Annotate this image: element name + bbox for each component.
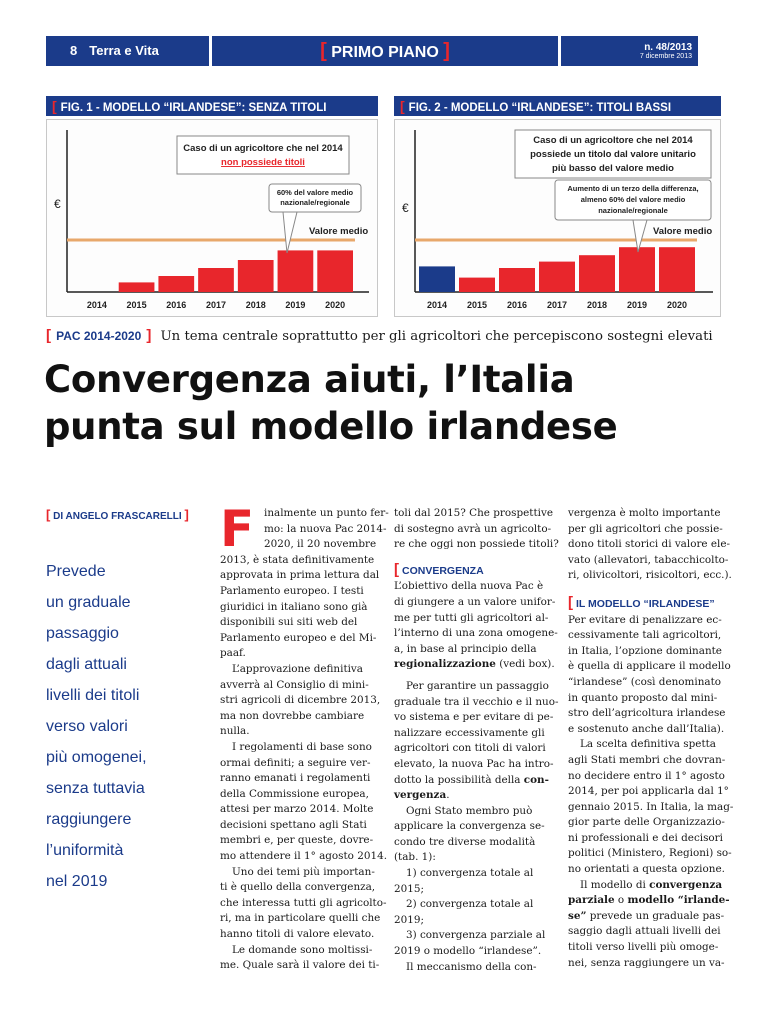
kicker-tag: PAC 2014-2020 bbox=[56, 329, 142, 343]
y-axis-symbol: € bbox=[54, 197, 61, 211]
text-line: re che oggi non possiede titoli? bbox=[394, 538, 559, 551]
kicker-line bbox=[46, 325, 736, 347]
text-line: Parlamento europeo e del Mi- bbox=[220, 631, 377, 644]
text-line: (tab. 1): bbox=[394, 851, 436, 864]
bracket-close: ] bbox=[146, 327, 152, 344]
text-line bbox=[568, 893, 730, 909]
text-line: saggio dagli attuali livelli dei bbox=[568, 925, 721, 938]
bracket: [ bbox=[52, 98, 57, 114]
caption-text: FIG. 1 - MODELLO “IRLANDESE”: SENZA TITOLI bbox=[60, 102, 327, 114]
summary-line: verso valori bbox=[46, 718, 128, 735]
text-line: stro dell’agricoltura irlandese bbox=[568, 707, 726, 720]
note-box bbox=[177, 136, 349, 174]
figure-1-caption bbox=[46, 96, 378, 116]
bar-2018 bbox=[238, 260, 274, 292]
text-line: per gli agricoltori che possie- bbox=[568, 522, 723, 535]
bar-2018 bbox=[579, 255, 615, 292]
section-title: PRIMO PIANO bbox=[331, 44, 439, 61]
text-line: nalizzare eccessivamente gli bbox=[394, 726, 545, 739]
text-line: ni professionali e dei decisori bbox=[568, 831, 723, 844]
text-line: no decidere entro il 1° agosto bbox=[568, 769, 725, 782]
text-line: politici (Ministero, Regioni) so- bbox=[568, 847, 732, 860]
text-run: o bbox=[614, 894, 628, 907]
bracket-close: ] bbox=[443, 40, 450, 62]
text-line: “irlandese” (così denominato bbox=[568, 675, 722, 688]
text-line: 2020, il 20 novembre bbox=[264, 538, 377, 551]
figure-2-chart bbox=[394, 119, 721, 317]
text-line: 2014, per poi applicarla dal 1° bbox=[568, 785, 729, 798]
text-line: dono titoli storici di valore ele- bbox=[568, 538, 731, 551]
callout-line-2: almeno 60% del valore medio bbox=[580, 195, 686, 204]
callout-line-1: 60% del valore medio bbox=[276, 188, 354, 197]
text-line: 2) convergenza totale al bbox=[406, 898, 534, 911]
text-line: vergenza è molto importante bbox=[568, 507, 721, 519]
text-line: elevato, la nuova Pac ha intro- bbox=[394, 757, 554, 770]
text-line: L’obiettivo della nuova Pac è bbox=[394, 580, 544, 593]
x-tick-label: 2015 bbox=[466, 300, 488, 310]
text-line: vo sistema e per evitare di pe- bbox=[394, 711, 554, 724]
text-line: in Italia, l’opzione dominante bbox=[568, 644, 722, 657]
issue-info bbox=[561, 36, 698, 66]
text-line: no orientati a questa opzione. bbox=[568, 863, 725, 876]
x-tick-label: 2020 bbox=[666, 300, 688, 310]
body-column-2 bbox=[394, 506, 559, 975]
x-tick-label: 2018 bbox=[586, 300, 608, 310]
x-tick-label: 2018 bbox=[245, 300, 266, 310]
x-tick-label: 2015 bbox=[126, 300, 147, 310]
headline-line-1: Convergenza aiuti, l’Italia bbox=[44, 358, 575, 401]
bracket-open: [ bbox=[320, 40, 327, 62]
text-line: gennaio 2015. In Italia, la mag- bbox=[568, 800, 734, 813]
text-line: L’approvazione definitiva bbox=[232, 662, 364, 675]
text-line: agricoltori con titoli di valori bbox=[394, 742, 546, 755]
bar-2019 bbox=[619, 247, 655, 292]
text-line: Le domande sono moltissi- bbox=[232, 943, 373, 956]
text-line: che interessa tutti gli agricolto- bbox=[220, 896, 387, 909]
bar-2019 bbox=[278, 250, 314, 292]
bars bbox=[119, 250, 353, 292]
text-line: disponibili sui siti web del bbox=[220, 616, 358, 629]
summary-line: senza tuttavia bbox=[46, 780, 145, 797]
bars bbox=[419, 247, 695, 292]
text-line: di giungere a un valore unifor- bbox=[394, 595, 556, 608]
x-tick-label: 2016 bbox=[166, 300, 187, 310]
text-line bbox=[394, 657, 555, 673]
bracket: [ bbox=[400, 98, 405, 114]
x-tick-label: 2014 bbox=[86, 300, 107, 310]
text-run: . bbox=[446, 789, 450, 802]
subhead-text: IL MODELLO “IRLANDESE” bbox=[576, 597, 715, 610]
text-line: inalmente un punto fer- bbox=[264, 507, 389, 519]
text-line: avverrà al Consiglio di mini- bbox=[220, 678, 369, 691]
headline bbox=[44, 356, 744, 450]
summary bbox=[46, 556, 206, 897]
kicker-subtitle: Un tema centrale soprattutto per gli agricoltori che percepiscono sostegni elevati bbox=[160, 329, 713, 344]
summary-line: dagli attuali bbox=[46, 656, 127, 673]
callout-line-2: nazionale/regionale bbox=[280, 198, 350, 207]
text-line: ma non dovrebbe cambiare bbox=[220, 709, 365, 722]
summary-line: nel 2019 bbox=[46, 873, 108, 890]
bar-2020 bbox=[659, 247, 695, 292]
note-line-2: non possiede titoli bbox=[221, 157, 305, 168]
text-line: stri agricoli di dicembre 2013, bbox=[220, 694, 381, 707]
callout-line-3: nazionale/regionale bbox=[598, 206, 668, 215]
x-tick-labels bbox=[427, 300, 687, 310]
text-line: in quanto proposto dal mini- bbox=[568, 691, 718, 704]
text-line: approvata in prima lettura dal bbox=[220, 569, 380, 582]
text-line: agli Stati membri che dovran- bbox=[568, 753, 726, 766]
text-line: della Commissione europea, bbox=[220, 787, 369, 800]
text-line bbox=[394, 773, 552, 789]
text-line: mo: la nuova Pac 2014- bbox=[264, 522, 387, 535]
text-line bbox=[568, 909, 726, 925]
bold-term: se” bbox=[568, 909, 587, 922]
text-line: ri, olivicoltori, risicoltori, ecc.). bbox=[568, 569, 732, 582]
page-number: 8 bbox=[70, 43, 78, 58]
text-line: nei, senza raggiungere un va- bbox=[568, 956, 725, 969]
x-tick-labels bbox=[87, 300, 345, 310]
text-line: attesi per marzo 2014. Molte bbox=[220, 803, 374, 816]
text-line: Il meccanismo della con- bbox=[406, 960, 537, 973]
text-line: l’interno di una zona omogene- bbox=[394, 627, 558, 640]
bracket-close: ] bbox=[184, 507, 189, 522]
bracket-open: [ bbox=[46, 507, 51, 522]
text-line: a, in base al principio della bbox=[394, 642, 537, 655]
figure-2-caption bbox=[394, 96, 721, 116]
text-line: me per tutti gli agricoltori al- bbox=[394, 611, 549, 624]
bracket-open: [ bbox=[46, 327, 51, 344]
chart-2-svg bbox=[395, 120, 720, 316]
text-line: 2015; bbox=[394, 882, 424, 895]
note-line-3: più basso del valore medio bbox=[552, 163, 674, 174]
reference-label: Valore medio bbox=[309, 226, 369, 237]
bold-term: modello “irlande- bbox=[627, 894, 730, 907]
caption-text: FIG. 2 - MODELLO “IRLANDESE”: TITOLI BASSI bbox=[408, 102, 672, 114]
x-tick-label: 2019 bbox=[285, 300, 306, 310]
text-line: hanno titoli di valore elevato. bbox=[220, 928, 375, 941]
summary-line: più omogenei, bbox=[46, 749, 147, 766]
chart-1-svg bbox=[47, 120, 377, 316]
text-line bbox=[394, 788, 552, 804]
issue-number: n. 48/2013 bbox=[644, 42, 692, 53]
subhead-bracket: [ bbox=[394, 560, 399, 578]
text-line: membri e, per queste, dovre- bbox=[220, 834, 374, 847]
bold-term: con- bbox=[523, 773, 549, 786]
body-column-1 bbox=[220, 500, 389, 974]
text-line: Ogni Stato membro può bbox=[406, 804, 533, 817]
text-line: graduale tra il vecchio e il nuo- bbox=[394, 695, 559, 708]
text-line: mo attendere il 1° agosto 2014. bbox=[220, 850, 387, 863]
x-tick-label: 2014 bbox=[426, 300, 448, 310]
text-line bbox=[568, 878, 726, 894]
summary-line: l’uniformità bbox=[46, 842, 124, 859]
summary-line: un graduale bbox=[46, 594, 131, 611]
text-line: decisioni spettano agli Stati bbox=[220, 818, 367, 831]
text-run: (vedi box). bbox=[495, 658, 555, 671]
summary-line: raggiungere bbox=[46, 811, 132, 828]
note-line-2: possiede un titolo dal valore unitario bbox=[530, 149, 696, 160]
text-line: ti è quello della convergenza, bbox=[220, 881, 376, 894]
text-line: nulla. bbox=[220, 725, 250, 738]
text-line: 2019 o modello “irlandese”. bbox=[394, 945, 542, 958]
bar-2014 bbox=[419, 266, 455, 292]
bar-2020 bbox=[317, 250, 353, 292]
text-line: Parlamento europeo. I testi bbox=[220, 584, 364, 597]
headline-line-2: punta sul modello irlandese bbox=[44, 405, 618, 448]
byline-prefix: DI bbox=[53, 511, 64, 522]
text-line: di sostegno avrà un agricolto- bbox=[394, 522, 552, 535]
reference-label: Valore medio bbox=[653, 226, 713, 237]
issue-date: 7 dicembre 2013 bbox=[639, 53, 692, 60]
text-line: 2013, è stata definitivamente bbox=[220, 553, 375, 566]
bold-term: regionalizzazione bbox=[394, 658, 496, 671]
text-line: me. Quale sarà il valore dei ti- bbox=[220, 959, 380, 972]
text-run: prevede un graduale pas- bbox=[586, 909, 725, 922]
x-tick-label: 2019 bbox=[626, 300, 648, 310]
section-subhead bbox=[568, 595, 726, 613]
text-line: è quella di applicare il modello bbox=[568, 660, 731, 673]
section-subhead bbox=[394, 562, 552, 580]
text-line: ormai definiti; a seguire ver- bbox=[220, 756, 371, 769]
x-tick-label: 2016 bbox=[506, 300, 528, 310]
text-line: titoli verso livelli più omoge- bbox=[568, 941, 719, 954]
bar-2017 bbox=[198, 268, 234, 292]
summary-line: Prevede bbox=[46, 563, 106, 580]
text-line: giuridici in italiano sono già bbox=[220, 600, 368, 613]
body-column-3 bbox=[568, 506, 734, 971]
text-line: I regolamenti di base sono bbox=[232, 740, 372, 753]
text-line: toli dal 2015? Che prospettive bbox=[394, 507, 553, 519]
text-line: ri, ma in particolare quelli che bbox=[220, 912, 381, 925]
text-line: 1) convergenza totale al bbox=[406, 867, 534, 880]
text-line: Per evitare di penalizzare ec- bbox=[568, 613, 722, 626]
x-tick-label: 2017 bbox=[205, 300, 227, 310]
subhead-bracket: [ bbox=[568, 593, 573, 611]
text-line: La scelta definitiva spetta bbox=[580, 738, 716, 751]
author-name: ANGELO FRASCARELLI bbox=[65, 511, 182, 522]
callout-pointer bbox=[283, 212, 297, 253]
bold-term: parziale bbox=[568, 894, 615, 907]
figure-1-chart bbox=[46, 119, 378, 317]
text-line: condo tre diverse modalità bbox=[394, 835, 536, 848]
section-banner bbox=[212, 36, 558, 66]
bar-2015 bbox=[459, 278, 495, 292]
text-line: paaf. bbox=[220, 647, 246, 660]
bar-2017 bbox=[539, 262, 575, 292]
byline bbox=[46, 507, 196, 522]
callout-line-1: Aumento di un terzo della differenza, bbox=[567, 184, 699, 193]
magazine-name: Terra e Vita bbox=[89, 43, 159, 58]
subhead-text: CONVERGENZA bbox=[402, 564, 484, 577]
text-run: dotto la possibilità della bbox=[394, 773, 524, 786]
text-line: 2019; bbox=[394, 913, 424, 926]
bar-2015 bbox=[119, 282, 155, 292]
text-line: cessivamente tali agricoltori, bbox=[568, 629, 722, 642]
text-line: applicare la convergenza se- bbox=[394, 820, 545, 833]
bold-term: convergenza bbox=[649, 878, 723, 891]
text-line: Uno dei temi più importan- bbox=[232, 865, 375, 878]
text-line: vato (allevatori, tabacchicolto- bbox=[568, 553, 729, 566]
bold-term: vergenza bbox=[394, 789, 447, 802]
text-line: e sostenuto anche dall’Italia). bbox=[568, 722, 725, 735]
text-line: gior parte delle Organizzazio- bbox=[568, 816, 725, 829]
text-line: ranno emanati i regolamenti bbox=[220, 772, 371, 785]
x-tick-label: 2020 bbox=[325, 300, 346, 310]
summary-line: livelli dei titoli bbox=[46, 687, 140, 704]
bar-2016 bbox=[499, 268, 535, 292]
y-axis-symbol: € bbox=[402, 201, 409, 215]
text-run: Il modello di bbox=[580, 878, 650, 891]
header-left bbox=[46, 36, 209, 66]
bar-2016 bbox=[158, 276, 194, 292]
note-line-1: Caso di un agricoltore che nel 2014 bbox=[533, 135, 693, 146]
drop-cap: F bbox=[220, 500, 255, 558]
text-line: Per garantire un passaggio bbox=[406, 679, 549, 692]
note-line-1: Caso di un agricoltore che nel 2014 bbox=[183, 143, 343, 154]
text-line: 3) convergenza parziale al bbox=[406, 929, 546, 942]
summary-line: passaggio bbox=[46, 625, 119, 642]
x-tick-label: 2017 bbox=[546, 300, 568, 310]
